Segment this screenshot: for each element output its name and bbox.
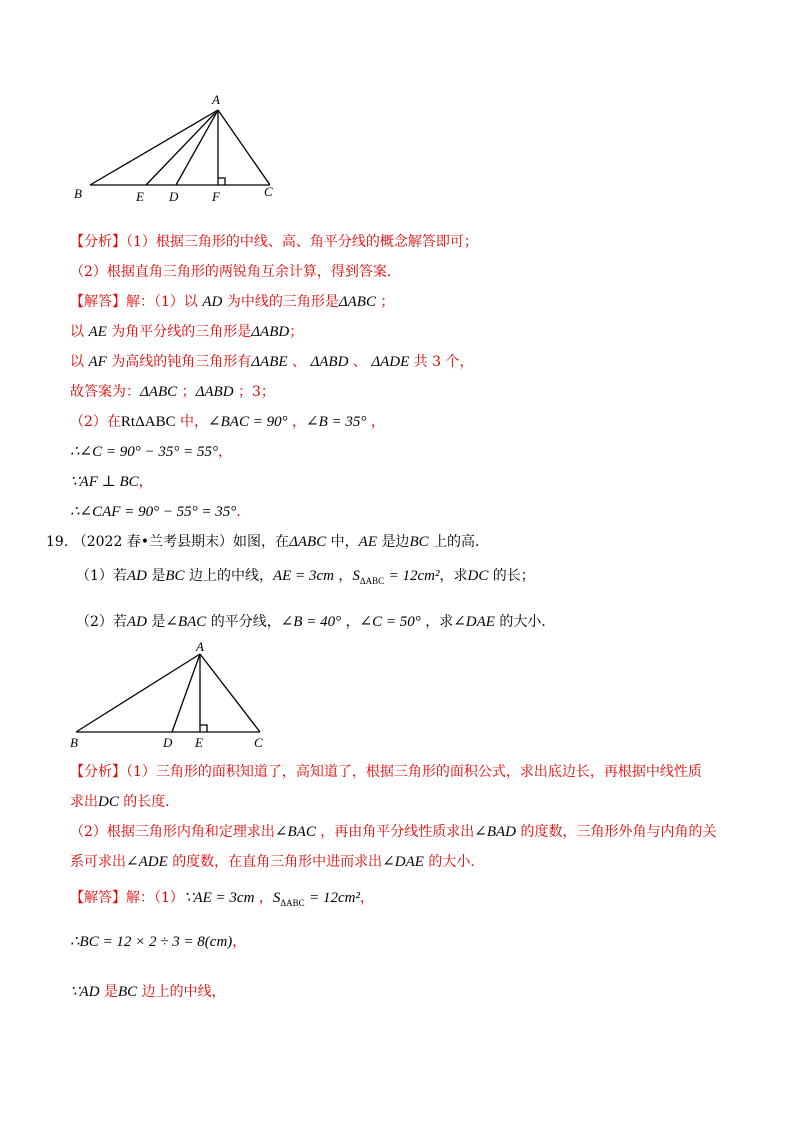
- text: 求出: [70, 794, 98, 810]
- a19-analysis-line-3: [70, 822, 716, 842]
- text: （1）根据三角形的中线、高、角平分线的概念解答即可；: [126, 234, 478, 250]
- text: ，: [292, 414, 307, 430]
- math: AE: [358, 534, 377, 550]
- fig2-right-angle-mark: [200, 725, 207, 732]
- text: 解：（1）以: [126, 294, 198, 310]
- p18-answer-line-4: [70, 382, 275, 402]
- fig2-label-a: A: [196, 639, 204, 654]
- math: = 12cm²: [388, 568, 440, 584]
- math: BC: [118, 984, 138, 1000]
- a19-analysis-line-2: [70, 792, 179, 812]
- question-number: 19.: [46, 534, 69, 550]
- math: AD: [202, 294, 223, 310]
- a19-answer-line-1: [70, 888, 374, 913]
- math: AF: [88, 354, 107, 370]
- text: （1）三角形的面积知道了，高知道了，根据三角形的面积公式，求出底边长，再根据中线性质: [126, 764, 702, 780]
- text: 为高线的钝角三角形有: [111, 354, 252, 370]
- math: ∵AD: [70, 984, 100, 1000]
- q19-sub-2: [76, 612, 555, 632]
- math: ∴BC = 12 × 2 ÷ 3 = 8(cm): [70, 934, 233, 950]
- text: 边上的中线，: [141, 984, 226, 1000]
- text: ．: [236, 504, 251, 520]
- text: ，: [258, 890, 273, 906]
- math: ∠DAE: [453, 614, 495, 630]
- text: 中，: [180, 414, 209, 430]
- math: AE = 3cm: [273, 568, 334, 584]
- math: ΔABC: [338, 294, 376, 310]
- text: 以: [70, 324, 84, 340]
- math: S: [352, 568, 360, 584]
- math: ∠BAC: [274, 824, 316, 840]
- text: 的度数，在直角三角形中进而求出: [172, 854, 383, 870]
- p18-answer-line-6: [70, 442, 232, 462]
- math: ΔABD: [195, 384, 234, 400]
- figure-2-triangle: [62, 638, 282, 754]
- math: ∠C = 50°: [359, 614, 421, 630]
- math: ∠DAE: [382, 854, 424, 870]
- p18-answer-line-3: [70, 352, 474, 372]
- p18-answer-line-2: [70, 322, 303, 342]
- math: ΔADE: [371, 354, 410, 370]
- math: ΔABE: [251, 354, 288, 370]
- fig1-line-ab: [90, 110, 218, 185]
- math: ∵AF ⊥ BC: [70, 474, 139, 490]
- math: ∠BAD: [474, 824, 517, 840]
- text: 的长；: [492, 568, 535, 584]
- math: S: [272, 890, 281, 906]
- math: ∠ADE: [126, 854, 168, 870]
- p18-analysis-line-2: [70, 262, 401, 282]
- text: 、: [352, 354, 367, 370]
- text: 的平分线，: [210, 614, 281, 630]
- text: 是: [151, 568, 166, 584]
- math: ∴∠CAF = 90° − 55° = 35°: [70, 504, 237, 520]
- math: ΔABD: [310, 354, 349, 370]
- text: ，: [338, 568, 353, 584]
- text: （2）根据三角形内角和定理求出: [70, 824, 275, 840]
- math: BC: [409, 534, 429, 550]
- text: 系可求出: [70, 854, 126, 870]
- text: ，: [345, 614, 360, 630]
- figure-1-triangle: [60, 88, 300, 210]
- text: 以: [70, 354, 84, 370]
- math: ∠B = 35°: [306, 414, 367, 430]
- answer-tag: 【解答】: [70, 890, 126, 906]
- text: 是边: [381, 534, 410, 550]
- p18-answer-line-1: [70, 292, 394, 312]
- p18-answer-line-5: [70, 412, 385, 432]
- text: 为角平分线的三角形是: [111, 324, 252, 340]
- a19-analysis-line-4: [70, 852, 484, 872]
- fig2-label-c: C: [254, 735, 263, 750]
- text: 边上的中线，: [189, 568, 273, 584]
- answer-tag: 【解答】: [70, 294, 126, 310]
- math-subscript: ΔABC: [359, 575, 385, 586]
- p18-analysis-line-1: [70, 232, 478, 252]
- text: ；: [289, 324, 304, 340]
- fig1-label-c: C: [264, 184, 273, 199]
- text: ；: [380, 294, 395, 310]
- text: 是: [104, 984, 118, 1000]
- text: （2）若: [76, 614, 127, 630]
- fig2-label-d: D: [163, 735, 173, 750]
- math: ∵AE = 3cm: [183, 890, 255, 906]
- fig2-line-ad: [172, 654, 200, 732]
- text: （2）根据直角三角形的两锐角互余计算，得到答案．: [70, 264, 401, 280]
- analysis-tag: 【分析】: [70, 234, 126, 250]
- text: 故答案为：: [70, 384, 140, 400]
- math: ∠B = 40°: [280, 614, 342, 630]
- text: ，: [370, 414, 385, 430]
- text: ；3；: [238, 384, 275, 400]
- analysis-tag: 【分析】: [70, 764, 126, 780]
- a19-answer-line-3: [70, 982, 226, 1002]
- text: ，求: [439, 568, 468, 584]
- math: ΔABC: [289, 534, 327, 550]
- fig1-line-ac: [218, 110, 270, 185]
- fig2-line-ac: [200, 654, 260, 732]
- text: ，: [359, 890, 374, 906]
- text: ，: [138, 474, 153, 490]
- a19-analysis-line-1: [70, 762, 702, 782]
- fig1-label-b: B: [74, 186, 82, 201]
- math: = 12cm²: [309, 890, 360, 906]
- text: 为中线的三角形是: [226, 294, 339, 310]
- math: AD: [126, 614, 147, 630]
- math-subscript: ΔABC: [280, 897, 305, 908]
- fig1-label-e: E: [136, 189, 144, 204]
- text: 的大小．: [499, 614, 556, 630]
- math: ∠BAC: [165, 614, 207, 630]
- text: ，: [232, 934, 247, 950]
- text: ，: [217, 444, 232, 460]
- math: AD: [126, 568, 147, 584]
- text: ；: [181, 384, 196, 400]
- math: AE: [88, 324, 107, 340]
- fig1-label-f: F: [212, 189, 220, 204]
- fig1-label-d: D: [169, 189, 179, 204]
- text: ，求: [425, 614, 454, 630]
- fig2-line-ab: [76, 654, 200, 732]
- math: RtΔABC: [120, 414, 176, 430]
- math: ΔABC: [140, 384, 178, 400]
- fig1-label-a: A: [212, 92, 220, 107]
- math: ∠BAC = 90°: [208, 414, 288, 430]
- p18-answer-line-7: [70, 472, 153, 492]
- text: 的大小．: [428, 854, 485, 870]
- q19-stem: [46, 532, 489, 552]
- math: ΔABD: [251, 324, 290, 340]
- text: ，再由角平分线性质求出: [320, 824, 475, 840]
- text: 的度数，三角形外角与内角的关: [520, 824, 717, 840]
- text: （2）在: [70, 414, 121, 430]
- text: （2022 春•兰考县期末）如图，在: [72, 534, 290, 550]
- text: 解：（1）: [126, 890, 184, 906]
- math: DC: [467, 568, 489, 584]
- text: 上的高．: [433, 534, 490, 550]
- text: （1）若: [76, 568, 127, 584]
- fig2-label-e: E: [195, 735, 203, 750]
- q19-sub-1: [76, 566, 535, 591]
- math: ∴∠C = 90° − 35° = 55°: [70, 444, 218, 460]
- text: 共 3 个，: [413, 354, 474, 370]
- a19-answer-line-2: [70, 932, 246, 952]
- math: BC: [165, 568, 185, 584]
- text: 的长度．: [123, 794, 180, 810]
- text: 中，: [330, 534, 359, 550]
- fig2-label-b: B: [70, 735, 78, 750]
- text: 是: [151, 614, 166, 630]
- fig1-right-angle-mark: [218, 178, 225, 185]
- p18-answer-line-8: [70, 502, 250, 522]
- math: DC: [98, 794, 119, 810]
- text: 、: [291, 354, 306, 370]
